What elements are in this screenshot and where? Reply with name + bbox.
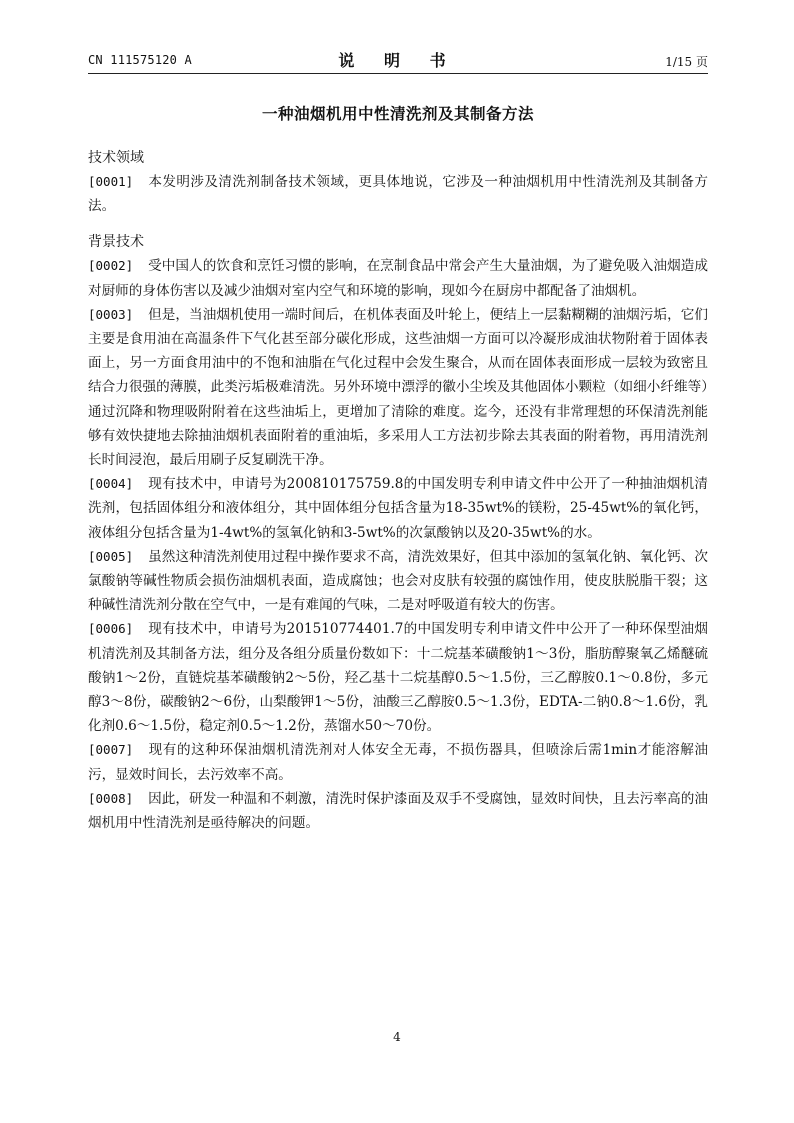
document-body bbox=[88, 146, 708, 847]
paragraph-text: 本发明涉及清洗剂制备技术领域，更具体地说，它涉及一种油烟机用中性清洗剂及其制备方法。 bbox=[88, 174, 708, 215]
paragraph-text: 现有的这种环保油烟机清洗剂对人体安全无毒，不损伤器具，但喷涂后需1min才能溶解油污，显效时间长，去污效率不高。 bbox=[88, 742, 708, 783]
section-heading: 背景技术 bbox=[88, 234, 144, 251]
paragraph-number: [0002] bbox=[88, 258, 134, 274]
section-technical-field bbox=[88, 146, 708, 218]
paragraph-number: [0008] bbox=[88, 790, 134, 806]
document-title: 一种油烟机用中性清洗剂及其制备方法 bbox=[261, 105, 534, 123]
page-header bbox=[88, 48, 708, 72]
paragraph bbox=[88, 787, 708, 835]
paragraph-text: 因此，研发一种温和不刺激，清洗时保护漆面及双手不受腐蚀，显效时间快，且去污率高的油烟机用中性清洗剂是亟待解决的问题。 bbox=[88, 790, 708, 832]
paragraph-number: [0004] bbox=[88, 476, 134, 492]
paragraph-number: [0006] bbox=[88, 621, 134, 637]
paragraph-text: 虽然这种清洗剂使用过程中操作要求不高，清洗效果好，但其中添加的氢氧化钠、氧化钙、次氯酸钠等碱性物质会损伤油烟机表面，造成腐蚀；也会对皮肤有较强的腐蚀作用，使皮肤脱脂干裂；这种碱性清洗剂分散在空气中，一是有难闻的气味，二是对呼吸道有较大的伤害。 bbox=[88, 548, 708, 614]
patent-number: CN 111575120 A bbox=[88, 53, 192, 67]
paragraph bbox=[88, 617, 708, 738]
page-indicator: 1/15 页 bbox=[665, 55, 708, 69]
paragraph bbox=[88, 472, 708, 545]
paragraph-text: 现有技术中，申请号为200810175759.8的中国发明专利申请文件中公开了一种抽油烟机清洗剂，包括固体组分和液体组分，其中固体组分包括含量为18-35wt%的镁粉，25-45wt%的氧化钙，液体组分包括含量为1-4wt%的氢氧化钠和3-5wt%的次氯酸钠以及20-35wt%的水。 bbox=[88, 476, 708, 541]
document-type: 说 明 书 bbox=[338, 51, 458, 70]
paragraph bbox=[88, 170, 708, 218]
header-rule bbox=[88, 73, 708, 74]
paragraph-number: [0005] bbox=[88, 548, 134, 564]
paragraph bbox=[88, 303, 708, 472]
paragraph bbox=[88, 254, 708, 302]
paragraph bbox=[88, 545, 708, 618]
paragraph-number: [0001] bbox=[88, 174, 134, 189]
page-number: 4 bbox=[393, 1030, 401, 1044]
paragraph-number: [0003] bbox=[88, 306, 134, 322]
paragraph-text: 现有技术中，申请号为201510774401.7的中国发明专利申请文件中公开了一种环保型油烟机清洗剂及其制备方法，组分及各组分质量份数如下：十二烷基苯磺酸钠1～3份，脂肪醇聚氧乙烯醚硫酸钠1～2份，直链烷基苯磺酸钠2～5份，羟乙基十二烷基醇0.5～1.5份，三乙醇胺0.1～0.8份，多元醇3～8份，碳酸钠2～6份，山梨酸钾1～5份，油酸三乙醇胺0.5～1.3份，EDTA-二钠0.8～1.6份，乳化剂0.6～1.5份，稳定剂0.5～1.2份，蒸馏水50～70份。 bbox=[88, 621, 708, 735]
section-heading: 技术领域 bbox=[88, 150, 144, 166]
section-background bbox=[88, 230, 708, 835]
paragraph-number: [0007] bbox=[88, 742, 134, 758]
paragraph bbox=[88, 738, 708, 786]
paragraph-text: 受中国人的饮食和烹饪习惯的影响，在烹制食品中常会产生大量油烟，为了避免吸入油烟造成对厨师的身体伤害以及减少油烟对室内空气和环境的影响，现如今在厨房中都配备了油烟机。 bbox=[88, 258, 708, 299]
paragraph-text: 但是，当油烟机使用一端时间后，在机体表面及叶轮上，便结上一层黏糊糊的油烟污垢，它们主要是食用油在高温条件下气化甚至部分碳化形成，这些油烟一方面可以冷凝形成油状物附着于固体表面上，另一方面食用油中的不饱和油脂在气化过程中会发生聚合，从而在固体表面形成一层较为致密且结合力很强的薄膜，此类污垢极难清洗。另外环境中漂浮的徽小尘埃及其他固体小颗粒（如细小纤维等）通过沉降和物理吸附附着在这些油垢上，更增加了清除的难度。迄今，还没有非常理想的环保清洗剂能够有效快捷地去除抽油烟机表面附着的重油垢，多采用人工方法初步除去其表面的附着物，再用清洗剂长时间浸泡，最后用刷子反复刷洗干净。 bbox=[88, 306, 708, 469]
